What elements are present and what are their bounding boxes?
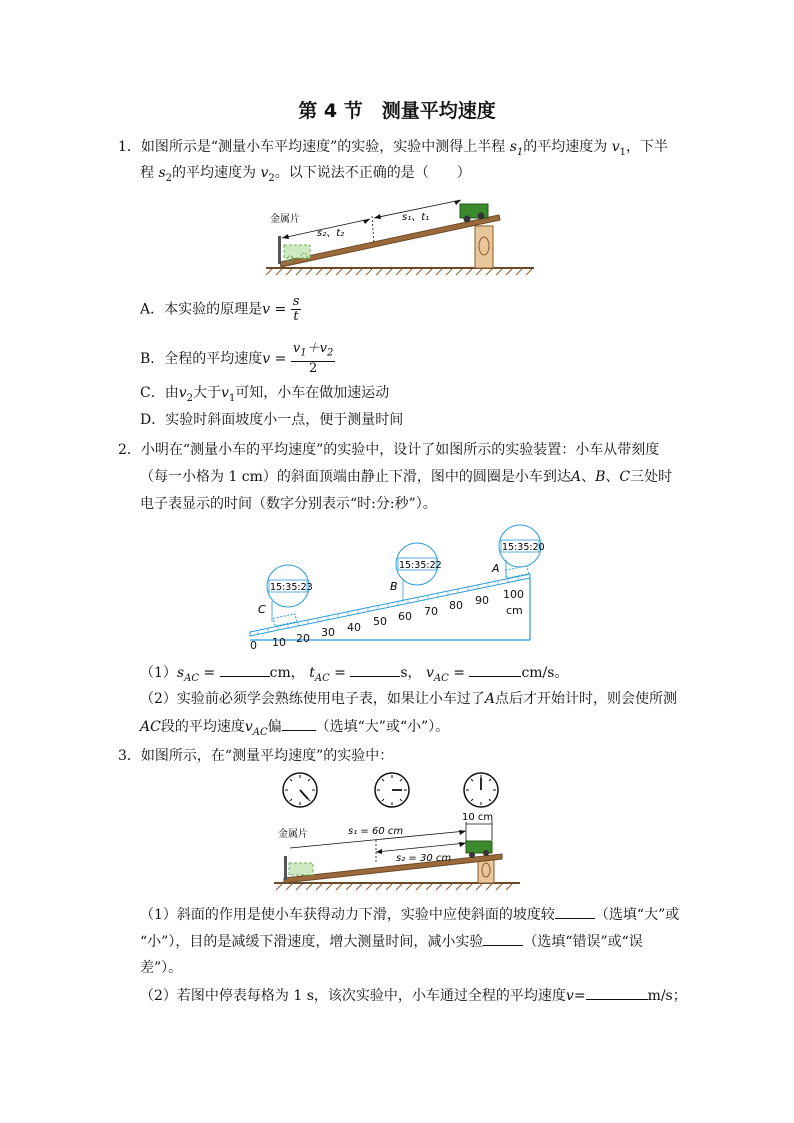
q2-part1-label: （1） bbox=[140, 665, 177, 681]
q1-incline-figure bbox=[262, 198, 537, 276]
q2-part2-text-c: 段的平均速度 bbox=[160, 719, 245, 735]
q1-option-b-text: B．全程的平均速度 bbox=[140, 350, 263, 367]
q2-point-b-label: B bbox=[390, 580, 398, 593]
q2-part2-text-d: 偏 bbox=[267, 719, 282, 735]
q2-part1-unit-cm: cm， bbox=[269, 665, 305, 681]
q2-stem-line2: （每一小格为 1 cm）的斜面顶端由静止下滑，图中的圆圈是小车到达A、B、C三处时 bbox=[140, 469, 673, 485]
q2-ruler-figure bbox=[248, 522, 548, 652]
q2-part1-unit-cms: cm/s。 bbox=[521, 665, 569, 681]
stopwatch-icon-start bbox=[283, 773, 317, 807]
q1-option-a-text: A．本实验的原理是 bbox=[140, 301, 263, 318]
q1-fig-s2t2-label: s₂、t₂ bbox=[317, 228, 345, 239]
q2-part2-text-b: 点后才开始计时，则会使所测 bbox=[495, 691, 678, 707]
q1-option-c[interactable]: C．由$v_2$大于$v_1$可知，小车在做加速运动 bbox=[140, 385, 390, 404]
q3-part1-blank-slope[interactable] bbox=[555, 904, 595, 919]
q2-tick-40: 40 bbox=[347, 621, 361, 634]
q1-stem-text-f: 。以下说法不正确的是（ ） bbox=[274, 165, 471, 181]
q1-stem-text-e: 的平均速度为 bbox=[172, 165, 257, 181]
q2-number: 2． bbox=[118, 442, 141, 458]
q3-part1-line3: 差”）。 bbox=[140, 960, 183, 976]
q1-stem-line1: 1．如图所示是“测量小车平均速度”的实验，实验中测得上半程 $s_1$的平均速度为 $v_1$，下半 bbox=[118, 139, 669, 158]
q3-part1-text-c: “小”），目的是减缓下滑速度，增大测量时间，减小实验 bbox=[140, 934, 484, 950]
q3-part1-text-d: （选填“错误”或“误 bbox=[523, 934, 643, 950]
q2-tick-80: 80 bbox=[449, 599, 463, 612]
q2-tick-50: 50 bbox=[373, 615, 387, 628]
q2-tick-0: 0 bbox=[250, 639, 257, 652]
q3-stopwatch-incline-figure bbox=[270, 770, 522, 890]
q3-fig-metal-label: 金属片 bbox=[278, 829, 308, 840]
q1-option-a[interactable]: A．本实验的原理是v = $\frac{s}{t}$ bbox=[140, 294, 300, 324]
q3-part1-line1 bbox=[140, 904, 679, 925]
q2-clock-b-time: 15:35:22 bbox=[399, 560, 442, 571]
q2-unit-cm: cm bbox=[506, 604, 523, 617]
q2-point-a-label: A bbox=[492, 562, 500, 575]
q2-sac-blank[interactable] bbox=[220, 662, 270, 677]
q2-part1: $(1)s_{AC}$ = cm， $t_{AC} = s$， $v_{AC} = cm/s$。 bbox=[140, 662, 568, 689]
stopwatch-icon-end bbox=[464, 773, 498, 807]
q3-stem-text: 如图所示，在“测量平均速度”的实验中： bbox=[140, 748, 394, 764]
q1-number: 1． bbox=[118, 139, 141, 155]
q3-stem bbox=[118, 746, 393, 766]
q1-stem-text-d: 程 bbox=[140, 165, 154, 181]
q3-part1-blank-error[interactable] bbox=[483, 931, 523, 946]
q3-part1-text-b: （选填“大”或 bbox=[594, 907, 680, 923]
q2-clock-c-time: 15:35:23 bbox=[270, 582, 313, 593]
q3-fig-10cm-label: 10 cm bbox=[462, 812, 494, 823]
q2-tick-60: 60 bbox=[398, 610, 412, 623]
q1-fig-s1t1-label: s₁、t₁ bbox=[402, 212, 430, 223]
q2-tick-90: 90 bbox=[475, 594, 489, 607]
q1-option-c-text-a: C．由 bbox=[140, 385, 179, 401]
q2-part2-blank[interactable] bbox=[282, 716, 316, 731]
q2-tick-10: 10 bbox=[272, 636, 286, 649]
q2-stem-line3: 电子表显示的时间（数字分别表示“时:分:秒”）。 bbox=[140, 496, 437, 512]
q1-stem-text-b: 的平均速度为 bbox=[523, 139, 608, 155]
q2-stem-line1 bbox=[118, 440, 659, 460]
q1-fig-metal-label: 金属片 bbox=[270, 214, 300, 225]
q2-part1-unit-s: s， bbox=[400, 665, 422, 681]
q2-vac-blank[interactable] bbox=[469, 662, 521, 677]
q3-fig-s2-label: s₂ = 30 cm bbox=[396, 853, 452, 864]
q2-point-c-label: C bbox=[258, 603, 266, 616]
q1-stem-line2: 程 $s_2$的平均速度为 $v_2$。以下说法不正确的是（ ） bbox=[140, 165, 471, 184]
q1-option-b[interactable]: B．全程的平均速度v = $\frac{v_1+v_2}{2}$ bbox=[140, 341, 334, 376]
q3-part2-unit: m/s； bbox=[647, 988, 687, 1004]
q1-option-c-text-c: 可知，小车在做加速运动 bbox=[235, 385, 390, 401]
q3-part2-text-a: （2）若图中停表每格为 1 s，该次实验中，小车通过全程的平均速度 bbox=[140, 988, 566, 1004]
q2-tac-blank[interactable] bbox=[350, 662, 400, 677]
q2-clock-a-time: 15:35:20 bbox=[502, 542, 545, 553]
q2-stem-text-1: 小明在“测量小车的平均速度”的实验中，设计了如图所示的实验装置：小车从带刻度 bbox=[140, 442, 660, 458]
q2-tick-20: 20 bbox=[296, 632, 310, 645]
q1-option-d[interactable]: D．实验时斜面坡度小一点，便于测量时间 bbox=[140, 412, 404, 428]
q1-stem-text: 如图所示是“测量小车平均速度”的实验，实验中测得上半程 bbox=[140, 139, 506, 155]
q2-stem-text-2: （每一小格为 1 cm）的斜面顶端由静止下滑，图中的圆圈是小车到达 bbox=[140, 469, 571, 485]
stopwatch-icon-middle bbox=[375, 773, 409, 807]
q3-number: 3． bbox=[118, 748, 141, 764]
page-title: 第 4 节 测量平均速度 bbox=[298, 100, 496, 122]
q2-part2-line1: （2）实验前必须学会熟练使用电子表，如果让小车过了A点后才开始计时，则会使所测 bbox=[140, 691, 678, 707]
q2-tick-100: 100 bbox=[503, 588, 524, 601]
q2-tick-70: 70 bbox=[424, 605, 438, 618]
q2-part2-line2: AC段的平均速度$v_{AC}$偏 （选填“大”或“小”）。 bbox=[140, 716, 449, 743]
q3-part2: （2）若图中停表每格为 1 s，该次实验中，小车通过全程的平均速度v= m/s； bbox=[140, 985, 687, 1006]
q2-tick-30: 30 bbox=[321, 626, 335, 639]
q3-part2-blank-velocity[interactable] bbox=[586, 985, 648, 1000]
q2-part2-text-a: （2）实验前必须学会熟练使用电子表，如果让小车过了 bbox=[140, 691, 485, 707]
q3-part1-line2 bbox=[140, 931, 643, 952]
q3-part1-text-a: （1）斜面的作用是使小车获得动力下滑，实验中应使斜面的坡度较 bbox=[140, 907, 555, 923]
q1-stem-text-c: ，下半 bbox=[626, 139, 669, 155]
q1-option-c-text-b: 大于 bbox=[193, 385, 222, 401]
q2-stem-text-2b: 三处时 bbox=[630, 469, 673, 485]
q3-fig-s1-label: s₁ = 60 cm bbox=[348, 826, 404, 837]
q2-part2-text-e: （选填“大”或“小”）。 bbox=[315, 719, 450, 735]
